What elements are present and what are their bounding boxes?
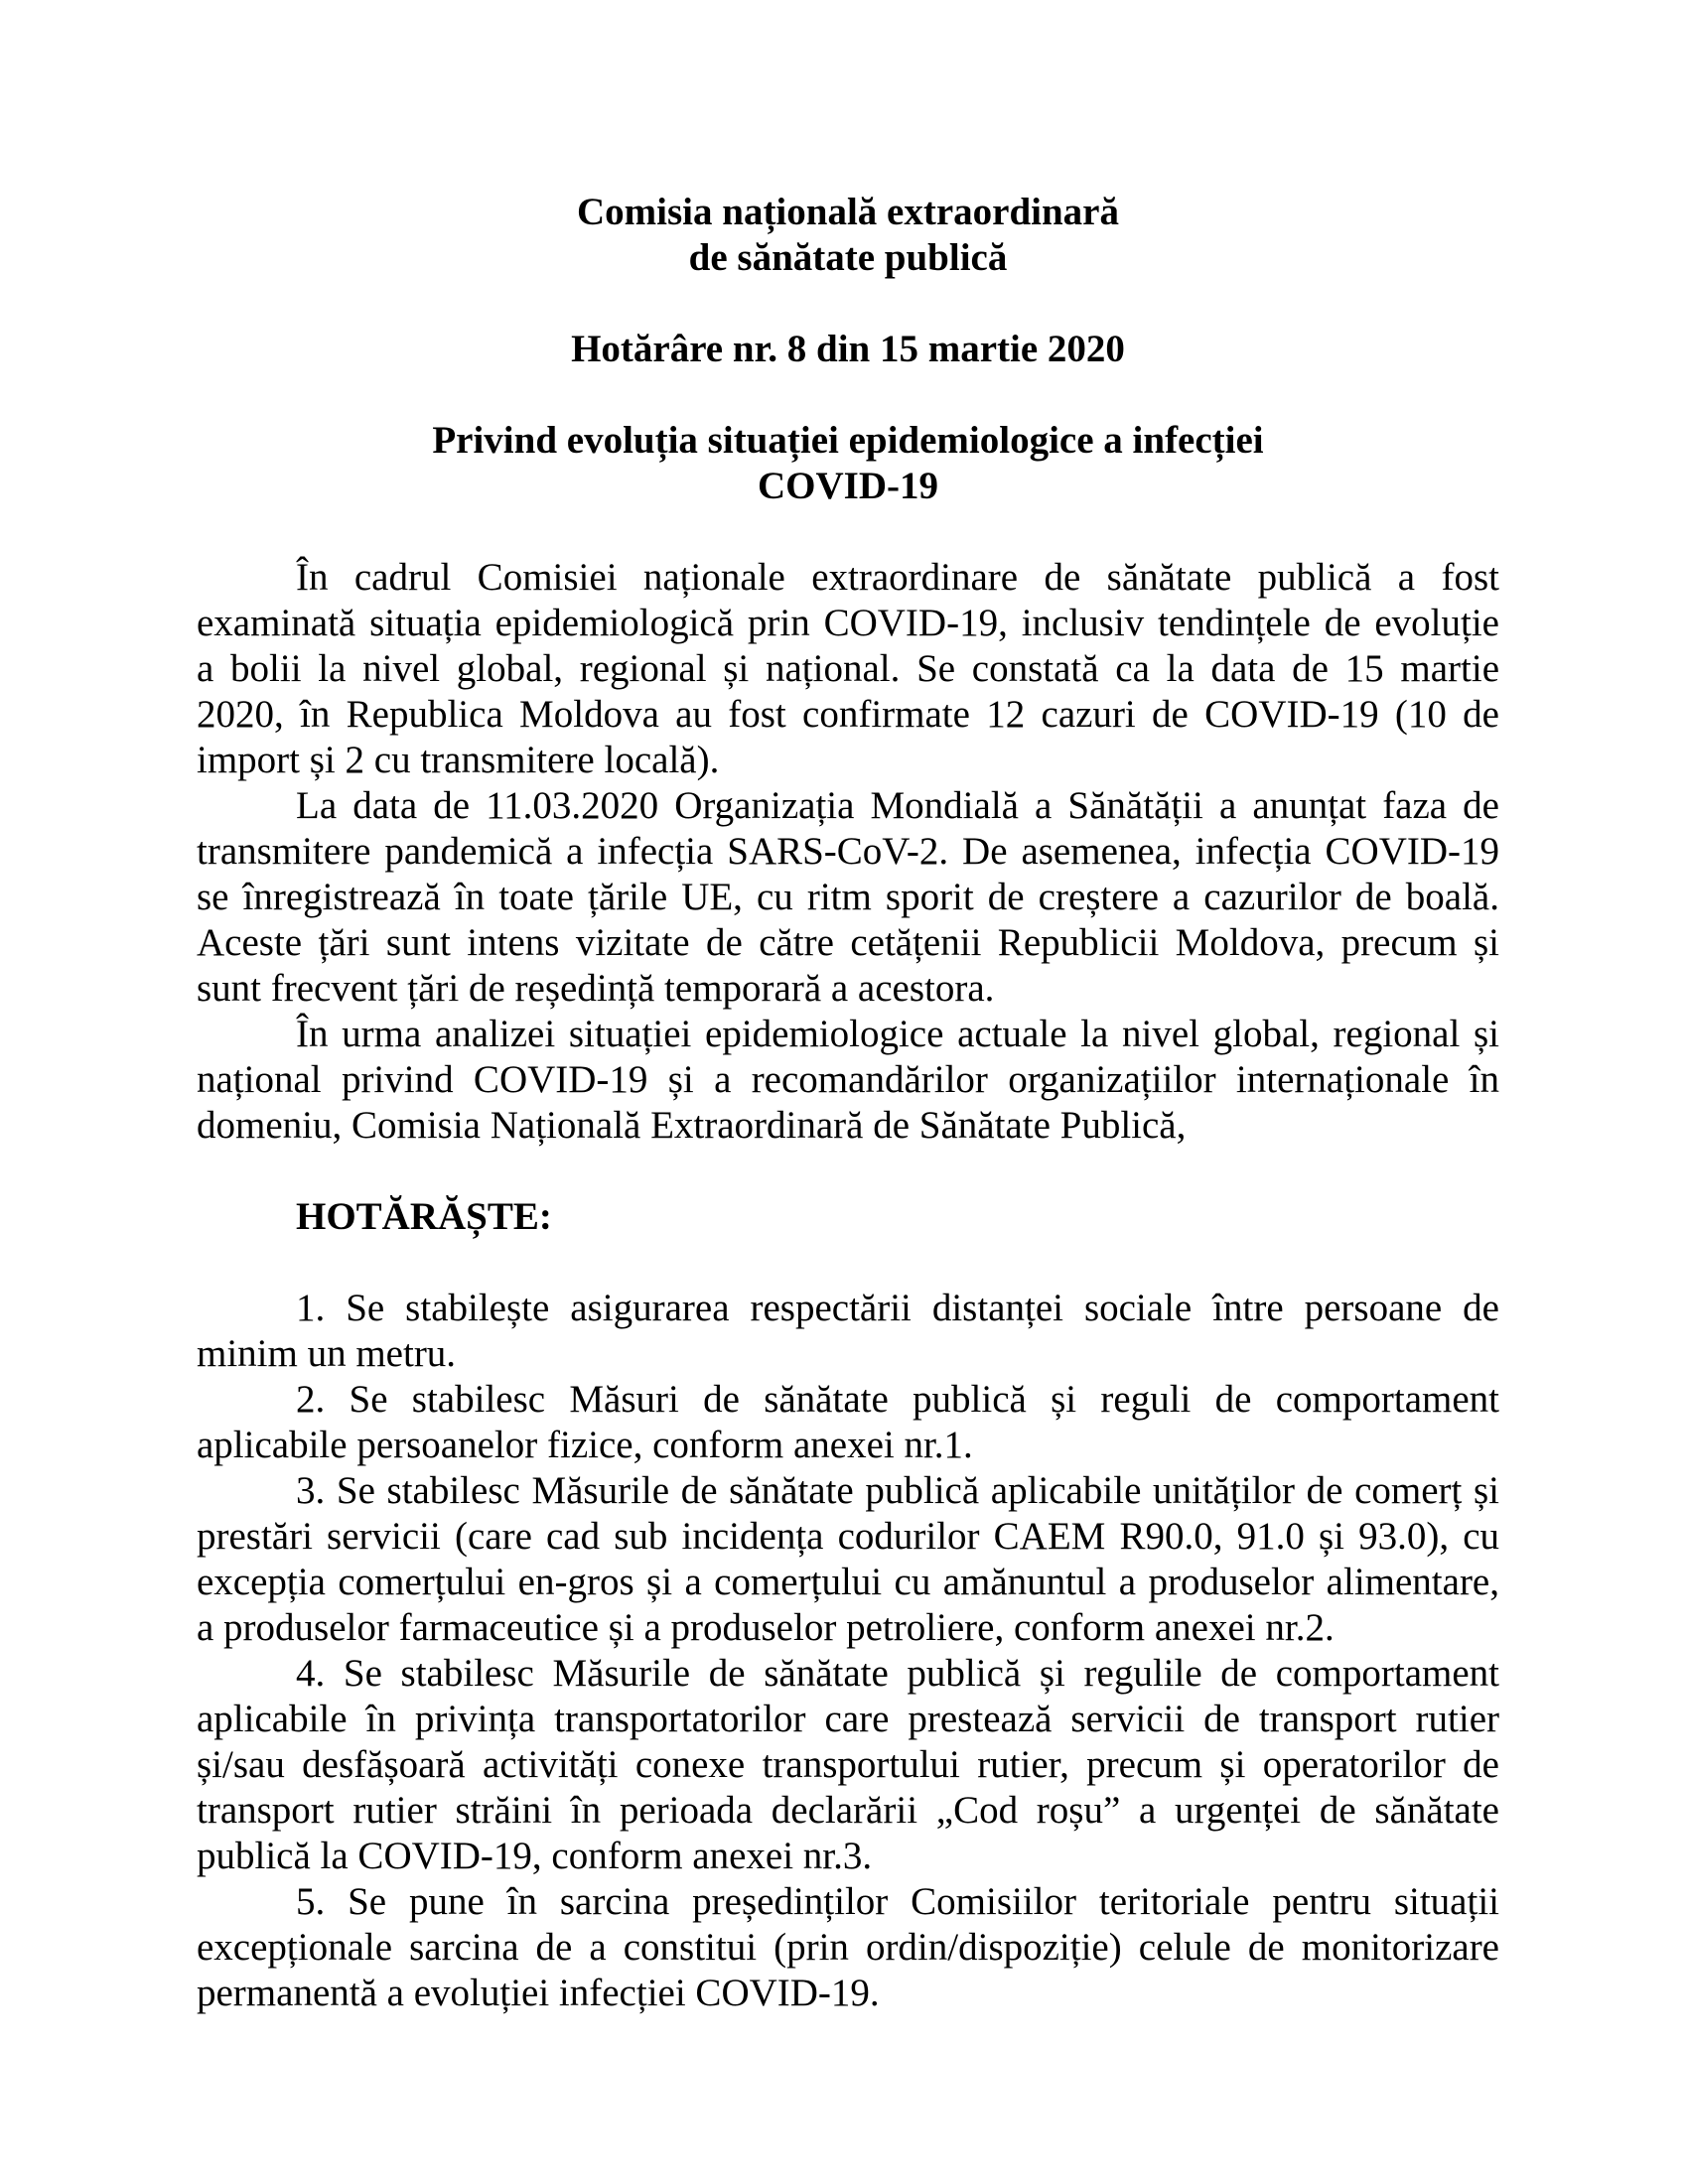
text-line: publică la COVID-19, conform anexei nr.3. (197, 1835, 873, 1877)
spacer (197, 372, 1499, 418)
text-line: aplicabile persoanelor fizice, conform anexei nr.1. (197, 1424, 973, 1466)
text-line: excepția comerțului en-gros și a comerțului cu amănuntul a produselor alimentare, (197, 1561, 1499, 1603)
text-line: și/sau desfășoară activități conexe transportului rutier, precum și operatorilor de (197, 1743, 1499, 1786)
text-line: minim un metru. (197, 1332, 457, 1375)
text-line: La data de 11.03.2020 Organizația Mondială a Sănătății a anunțat faza de (296, 784, 1499, 827)
subject-line-1: Privind evoluția situației epidemiologice a infecției (432, 419, 1264, 462)
text-line: transmitere pandemică a infecția SARS-CoV-2. De asemenea, infecția COVID-19 (197, 830, 1499, 873)
text-line: național privind COVID-19 și a recomandărilor organizațiilor internaționale în (197, 1058, 1499, 1101)
spacer (197, 509, 1499, 555)
spacer (197, 281, 1499, 327)
text-line: sunt frecvent țări de reședință temporară a acestora. (197, 967, 995, 1010)
text-line: 1. Se stabilește asigurarea respectării distanței sociale între persoane de (296, 1287, 1499, 1329)
intro-section (197, 555, 1499, 1149)
text-line: a bolii la nivel global, regional și național. Se constată ca la data de 15 martie (197, 647, 1499, 690)
text-line: aplicabile în privința transportatorilor care prestează servicii de transport rutier (197, 1698, 1499, 1740)
document-header (197, 190, 1499, 509)
text-line: examinată situația epidemiologică prin COVID-19, inclusiv tendințele de evoluție (197, 602, 1499, 644)
decree-item (197, 1651, 1499, 1879)
text-line: În urma analizei situației epidemiologice actuale la nivel global, regional și (296, 1013, 1499, 1055)
text-line: transport rutier străini în perioada declarării „Cod roșu” a urgenței de sănătate (197, 1789, 1499, 1832)
text-line: În cadrul Comisiei naționale extraordinare de sănătate publică a fost (296, 556, 1499, 599)
text-line: import și 2 cu transmitere locală). (197, 739, 720, 781)
org-title-line-1: Comisia națională extraordinară (577, 191, 1119, 233)
intro-paragraph (197, 1012, 1499, 1149)
text-line: 2. Se stabilesc Măsuri de sănătate publică și reguli de comportament (296, 1378, 1499, 1421)
text-line: se înregistrează în toate țările UE, cu ritm sporit de creștere a cazurilor de boală. (197, 876, 1499, 918)
text-line: domeniu, Comisia Națională Extraordinară de Sănătate Publică, (197, 1104, 1187, 1147)
text-line: 2020, în Republica Moldova au fost confirmate 12 cazuri de COVID-19 (10 de (197, 693, 1499, 736)
text-line: 5. Se pune în sarcina președinților Comisiilor teritoriale pentru situații (296, 1880, 1499, 1923)
text-line: 4. Se stabilesc Măsurile de sănătate publică și regulile de comportament (296, 1652, 1499, 1695)
spacer (197, 1240, 1499, 1286)
decree-item (197, 1286, 1499, 1377)
decree-item (197, 1879, 1499, 2016)
intro-paragraph (197, 783, 1499, 1012)
text-line: a produselor farmaceutice și a produselor petroliere, conform anexei nr.2. (197, 1606, 1335, 1649)
decree-items-section (197, 1286, 1499, 2016)
decision-number-title: Hotărâre nr. 8 din 15 martie 2020 (571, 328, 1125, 370)
text-line: Aceste țări sunt intens vizitate de către cetățenii Republicii Moldova, precum și (197, 921, 1499, 964)
decree-item (197, 1377, 1499, 1468)
intro-paragraph (197, 555, 1499, 783)
decree-heading: HOTĂRĂȘTE: (296, 1195, 552, 1238)
org-title-line-2: de sănătate publică (688, 236, 1008, 279)
text-line: excepționale sarcina de a constitui (prin ordin/dispoziție) celule de monitorizare (197, 1926, 1499, 1969)
subject-line-2: COVID-19 (758, 465, 938, 507)
text-line: permanentă a evoluției infecției COVID-19. (197, 1972, 880, 2014)
spacer (197, 1149, 1499, 1194)
text-line: prestări servicii (care cad sub incidența codurilor CAEM R90.0, 91.0 și 93.0), cu (197, 1515, 1499, 1558)
text-line: 3. Se stabilesc Măsurile de sănătate publică aplicabile unităților de comerț și (296, 1469, 1499, 1512)
decree-item (197, 1468, 1499, 1651)
